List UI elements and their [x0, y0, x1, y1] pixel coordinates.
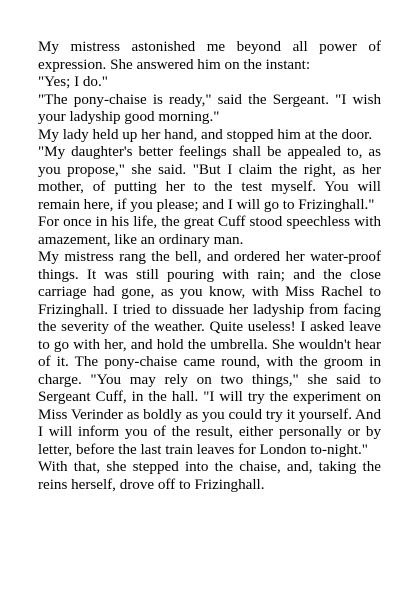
- paragraph: With that, she stepped into the chaise, and, taking the reins herself, drove off to Frizinghall.: [38, 459, 381, 493]
- paragraph: "The pony-chaise is ready," said the Sergeant. "I wish your ladyship good morning.": [38, 91, 381, 125]
- paragraph: For once in his life, the great Cuff stood speechless with amazement, like an ordinary man.: [38, 214, 381, 248]
- paragraph: My mistress rang the bell, and ordered her water-proof things. It was still pouring with rain; and the close carriage had gone, as you know, with Miss Rachel to Frizinghall. I tried to dissuade her ladyship from facing the severity of the weather. Quite useless! I asked leave to go with her, and hold the umbrella. She wouldn't hear of it. The pony-chaise came round, with the groom in charge. "You may rely on two things," she said to Sergeant Cuff, in the hall. "I will try the experiment on Miss Verinder as boldly as you could try it yourself. And I will inform you of the result, either personally or by letter, before the last train leaves for London to-night.": [38, 249, 381, 458]
- paragraph: "Yes; I do.": [38, 74, 108, 90]
- document-page: [38, 39, 381, 494]
- paragraph: My lady held up her hand, and stopped him at the door.: [38, 126, 373, 143]
- paragraph: "My daughter's better feelings shall be appealed to, as you propose," she said. "But I claim the right, as her mother, of putting her to the test myself. You will remain here, if you please; and I will go to Frizinghall.": [38, 144, 381, 213]
- paragraph: My mistress astonished me beyond all power of expression. She answered him on the instant:: [38, 39, 381, 73]
